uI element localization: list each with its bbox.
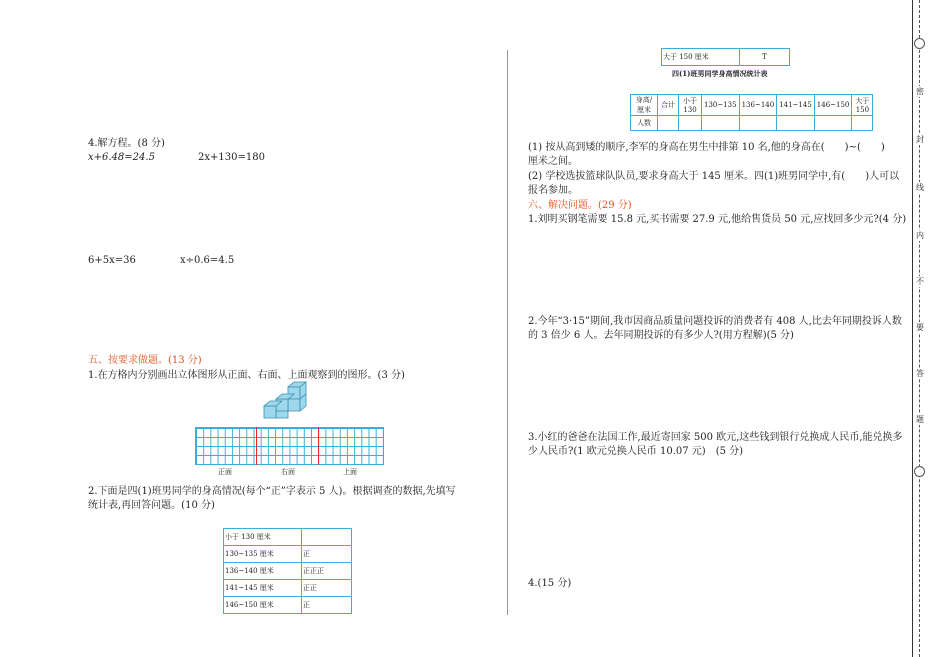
seal-char: 密 [916,87,924,96]
q5-2-line2: 统计表,再回答问题。(10 分) [88,500,215,511]
section5-title: 五、按要求做题。 [88,355,168,366]
equation-3: 6+5x=36 [88,255,136,266]
tally-mark: 正正正 [302,563,352,580]
drawing-grid[interactable] [195,427,384,465]
seal-char: 线 [916,183,924,192]
tally-mark [302,529,352,546]
section6-title: 六、解决问题。 [528,200,598,211]
q6-3-line2: 少人民币?(1 欧元兑换人民币 10.07 元) (5 分) [528,446,744,457]
stat-header: 146~150 [814,95,852,116]
stat-header: 130~135 [702,95,740,116]
tally-range: 130~135 厘米 [224,546,302,563]
equation-1: x+6.48=24.5 [88,152,155,163]
tally-table-continued [661,48,790,66]
view-label-top: 上面 [343,468,357,476]
part1-line2: 厘米之间。 [528,156,578,167]
equation-2: 2x+130=180 [198,152,265,163]
stat-table [630,94,873,131]
stat-cell[interactable] [852,116,873,131]
part1-line1: (1) 按从高到矮的顺序,李军的身高在男生中排第 10 名,他的身高在( )~( ) [528,142,885,153]
stat-cell[interactable] [739,116,777,131]
stat-cell[interactable] [702,116,740,131]
section5-heading [88,354,202,368]
part2-line1: (2) 学校选拔篮球队队员,要求身高大于 145 厘米。四(1)班男同学中,有( )人可以 [528,171,900,182]
tally-table [223,528,352,614]
binding-hole-icon [914,466,925,477]
tally-row [662,49,790,66]
seal-char: 内 [916,231,924,240]
stat-header: 小于 130 [679,95,702,116]
grid-divider-2 [318,427,319,465]
q6-1-text: 1.刘明买钢笔需要 15.8 元,买书需要 27.9 元,他给售货员 50 元,应找回多少元?(4 分) [528,214,907,225]
q5-1-text: 1.在方格内分别画出立体图形从正面、右面、上面观察到的图形。(3 分) [88,370,405,381]
stat-cell[interactable] [814,116,852,131]
tally-mark: 正 [302,597,352,614]
page-border [912,0,913,657]
section6-heading [528,199,632,213]
tally-mark: 正正 [302,580,352,597]
seal-char: 封 [916,135,924,144]
tally-row [224,580,352,597]
view-label-front: 正面 [218,468,232,476]
q5-2-line1: 2.下面是四(1)班男同学的身高情况(每个“正”字表示 5 人)。根据调查的数据,先填写 [88,486,456,497]
section6-score: (29 分) [598,200,632,211]
seal-char: 要 [916,323,924,332]
tally-row [224,546,352,563]
cube-figure [262,381,312,423]
seal-char: 题 [916,415,924,424]
q6-2-line2: 的 3 倍少 6 人。去年同期投诉的有多少人?(用方程解)(5 分) [528,330,794,341]
column-divider [507,50,508,615]
seal-char: 答 [916,369,924,378]
q4-title: 4.解方程。(8 分) [88,138,165,149]
stat-cell[interactable] [679,116,702,131]
stat-cell[interactable] [658,116,679,131]
q6-4-text: 4.(15 分) [528,578,572,589]
q6-2-line1: 2.今年“3·15”期间,我市因商品质量问题投诉的消费者有 408 人,比去年同期投诉人数 [528,316,902,327]
equation-4: x÷0.6=4.5 [180,255,235,266]
stat-header: 大于 150 [852,95,873,116]
tally-mark: 正 [302,546,352,563]
part2-line2: 报名参加。 [528,185,578,196]
stat-header: 身高/厘米 [631,95,658,116]
tally-range: 136~140 厘米 [224,563,302,580]
tally-row [224,529,352,546]
tally-range: 小于 130 厘米 [224,529,302,546]
grid-divider-1 [256,427,257,465]
tally-range: 141~145 厘米 [224,580,302,597]
stat-row-label: 人数 [631,116,658,131]
stat-header: 136~140 [739,95,777,116]
section5-score: (13 分) [168,355,202,366]
tally-range: 146~150 厘米 [224,597,302,614]
tally-row [224,563,352,580]
q6-3-line1: 3.小红的爸爸在法国工作,最近寄回家 500 欧元,这些钱到银行兑换成人民币,能兑换多 [528,432,903,443]
stat-header: 141~145 [777,95,815,116]
stat-table-title: 四(1)班男同学身高情况统计表 [672,69,768,78]
stat-cell[interactable] [777,116,815,131]
seal-char: 不 [916,277,924,286]
tally-row [224,597,352,614]
tally-range: 大于 150 厘米 [662,49,740,66]
binding-hole-icon [914,38,925,49]
stat-header: 合计 [658,95,679,116]
view-label-right: 右面 [281,468,295,476]
tally-mark: T [740,49,790,66]
